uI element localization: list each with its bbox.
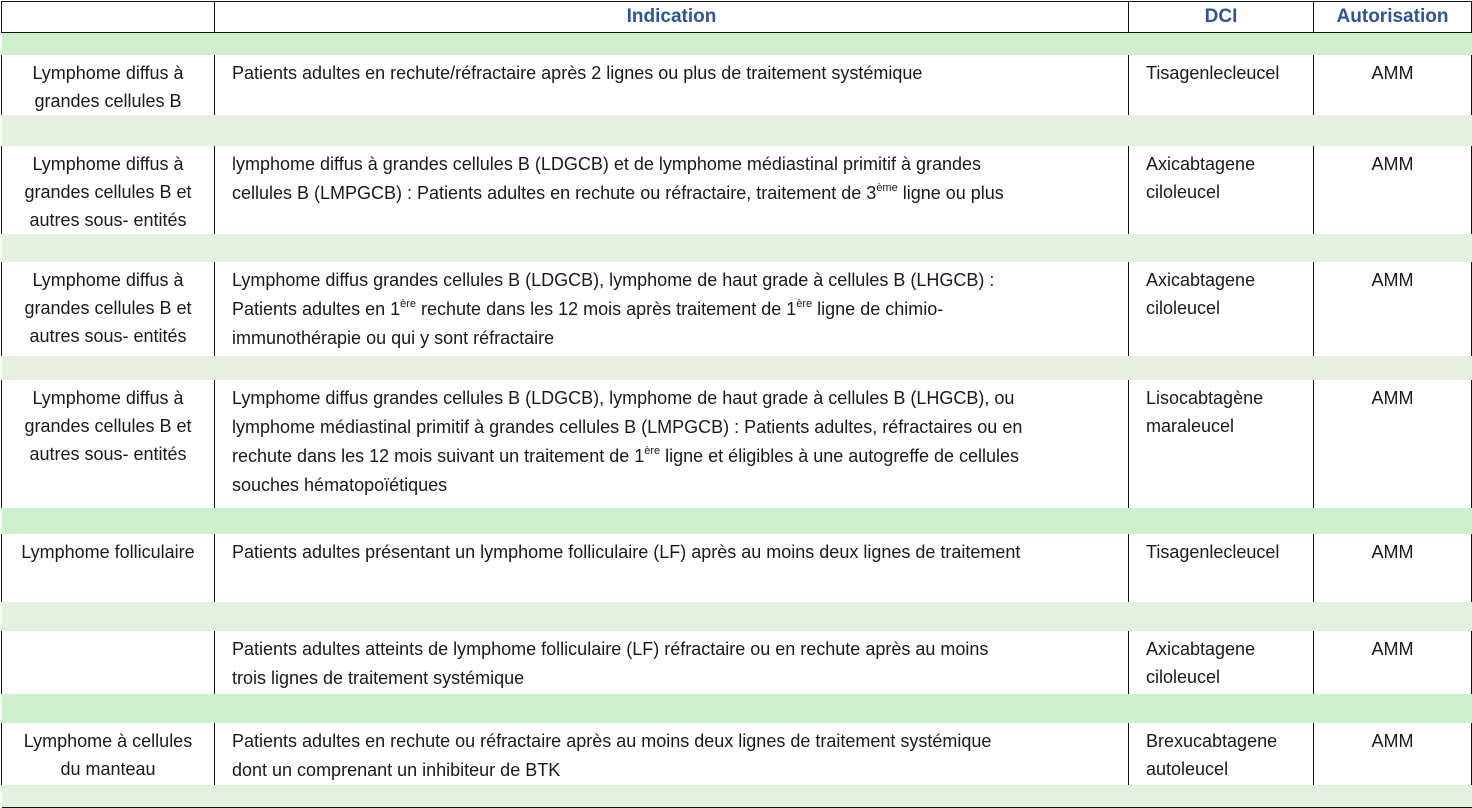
dci-cell [1129, 262, 1314, 356]
table-body [2, 33, 1472, 808]
dci-line: Axicabtagene [1146, 154, 1256, 174]
indication-text: Lymphome diffus grandes cellules B (LDGCB), lymphome de haut grade à cellules B (LHGCB) : [232, 270, 995, 290]
indications-table [1, 1, 1472, 808]
dci-line: maraleucel [1146, 416, 1235, 436]
autorisation-value: AMM [1371, 63, 1414, 83]
dci-line: ciloleucel [1146, 182, 1221, 202]
autorisation-value: AMM [1371, 639, 1414, 659]
dci-line: autoleucel [1146, 759, 1229, 779]
indication-cell [215, 534, 1129, 602]
dci-line: Axicabtagene [1146, 639, 1256, 659]
indication-text: Patients adultes en rechute/réfractaire après 2 lignes ou plus de traitement systémique [232, 63, 923, 83]
disease-line: Lymphome à cellules [23, 731, 193, 751]
table-row [2, 146, 1472, 234]
autorisation-value: AMM [1371, 154, 1414, 174]
indication-cell [215, 146, 1129, 234]
autorisation-cell [1314, 262, 1472, 356]
disease-cell [2, 534, 215, 602]
table-row [2, 262, 1472, 356]
ordinal-superscript: ème [876, 182, 898, 194]
separator-row [2, 115, 1472, 146]
autorisation-value: AMM [1371, 270, 1414, 290]
indication-text: Patients adultes en rechute ou réfractaire après au moins deux lignes de traitement systémique [232, 731, 992, 751]
indication-text: lymphome diffus à grandes cellules B (LDGCB) et de lymphome médiastinal primitif à grandes [232, 154, 982, 174]
dci-line: ciloleucel [1146, 298, 1221, 318]
disease-line: du manteau [60, 759, 156, 779]
disease-cell [2, 380, 215, 508]
autorisation-value: AMM [1371, 731, 1414, 751]
dci-line: Axicabtagene [1146, 270, 1256, 290]
autorisation-cell [1314, 55, 1472, 115]
separator-row [2, 33, 1472, 56]
separator-cell [2, 602, 1472, 631]
disease-cell [2, 631, 215, 694]
disease-line: Lymphome diffus à [32, 270, 184, 290]
table-row [2, 631, 1472, 694]
disease-line: autres sous- entités [29, 210, 187, 230]
indication-text: Patients adultes présentant un lymphome folliculaire (LF) après au moins deux lignes de traitement [232, 542, 1021, 562]
dci-line: Lisocabtagène [1146, 388, 1264, 408]
header-autorisation: Autorisation [1314, 2, 1472, 33]
disease-cell [2, 262, 215, 356]
autorisation-cell [1314, 631, 1472, 694]
indication-text: ligne de chimio- [812, 299, 944, 319]
disease-line: Lymphome diffus à [32, 63, 184, 83]
separator-cell [2, 234, 1472, 262]
separator-cell [2, 785, 1472, 808]
separator-cell [2, 356, 1472, 380]
autorisation-cell [1314, 534, 1472, 602]
indication-text: cellules B (LMPGCB) : Patients adultes en rechute ou réfractaire, traitement de 3 [232, 183, 877, 203]
dci-cell [1129, 534, 1314, 602]
indication-cell [215, 631, 1129, 694]
indication-cell [215, 55, 1129, 115]
indication-text: rechute dans les 12 mois suivant un traitement de 1 [232, 446, 645, 466]
disease-line: grandes cellules B et [24, 182, 192, 202]
disease-line: grandes cellules B et [24, 416, 192, 436]
separator-cell [2, 33, 1472, 56]
ordinal-superscript: ère [796, 298, 813, 310]
disease-line: grandes cellules B et [24, 298, 192, 318]
dci-line: ciloleucel [1146, 667, 1221, 687]
disease-line: autres sous- entités [29, 444, 187, 464]
separator-cell [2, 694, 1472, 723]
table-row [2, 723, 1472, 785]
dci-line: Tisagenlecleucel [1146, 542, 1280, 562]
disease-cell [2, 55, 215, 115]
indication-text: Patients adultes atteints de lymphome folliculaire (LF) réfractaire ou en rechute après au moins [232, 639, 989, 659]
header-disease [2, 2, 215, 33]
disease-cell [2, 146, 215, 234]
indication-text: rechute dans les 12 mois après traitement de 1 [416, 299, 797, 319]
header-dci: DCI [1129, 2, 1314, 33]
table-row [2, 380, 1472, 508]
autorisation-value: AMM [1371, 542, 1414, 562]
indication-text: immunothérapie ou qui y sont réfractaire [232, 328, 555, 348]
indication-text: dont un comprenant un inhibiteur de BTK [232, 760, 561, 780]
separator-row [2, 234, 1472, 262]
indication-cell [215, 380, 1129, 508]
dci-cell [1129, 631, 1314, 694]
indication-text: ligne et éligibles à une autogreffe de cellules [660, 446, 1020, 466]
separator-row [2, 785, 1472, 808]
ordinal-superscript: ère [644, 445, 661, 457]
indication-text: lymphome médiastinal primitif à grandes cellules B (LMPGCB) : Patients adultes, réfractaires ou en [232, 417, 1023, 437]
dci-line: Tisagenlecleucel [1146, 63, 1280, 83]
disease-line: Lymphome diffus à [32, 154, 184, 174]
dci-cell [1129, 380, 1314, 508]
header-indication: Indication [215, 2, 1129, 33]
indication-text: Lymphome diffus grandes cellules B (LDGCB), lymphome de haut grade à cellules B (LHGCB), ou [232, 388, 1015, 408]
dci-cell [1129, 723, 1314, 785]
indication-cell [215, 262, 1129, 356]
autorisation-value: AMM [1371, 388, 1414, 408]
indication-text: trois lignes de traitement systémique [232, 668, 525, 688]
table-header-row [2, 2, 1472, 33]
autorisation-cell [1314, 723, 1472, 785]
disease-line: Lymphome diffus à [32, 388, 184, 408]
dci-line: Brexucabtagene [1146, 731, 1278, 751]
separator-row [2, 694, 1472, 723]
separator-row [2, 602, 1472, 631]
disease-line: autres sous- entités [29, 326, 187, 346]
disease-line: grandes cellules B [34, 91, 182, 111]
disease-cell [2, 723, 215, 785]
autorisation-cell [1314, 146, 1472, 234]
indication-cell [215, 723, 1129, 785]
dci-cell [1129, 55, 1314, 115]
indication-text: ligne ou plus [897, 183, 1004, 203]
indication-text: souches hématopoïétiques [232, 475, 448, 495]
separator-row [2, 508, 1472, 534]
separator-cell [2, 115, 1472, 146]
indication-text: Patients adultes en 1 [232, 299, 401, 319]
autorisation-cell [1314, 380, 1472, 508]
separator-cell [2, 508, 1472, 534]
disease-line: Lymphome folliculaire [21, 542, 195, 562]
table-row [2, 534, 1472, 602]
ordinal-superscript: ère [400, 298, 417, 310]
table-row [2, 55, 1472, 115]
dci-cell [1129, 146, 1314, 234]
separator-row [2, 356, 1472, 380]
